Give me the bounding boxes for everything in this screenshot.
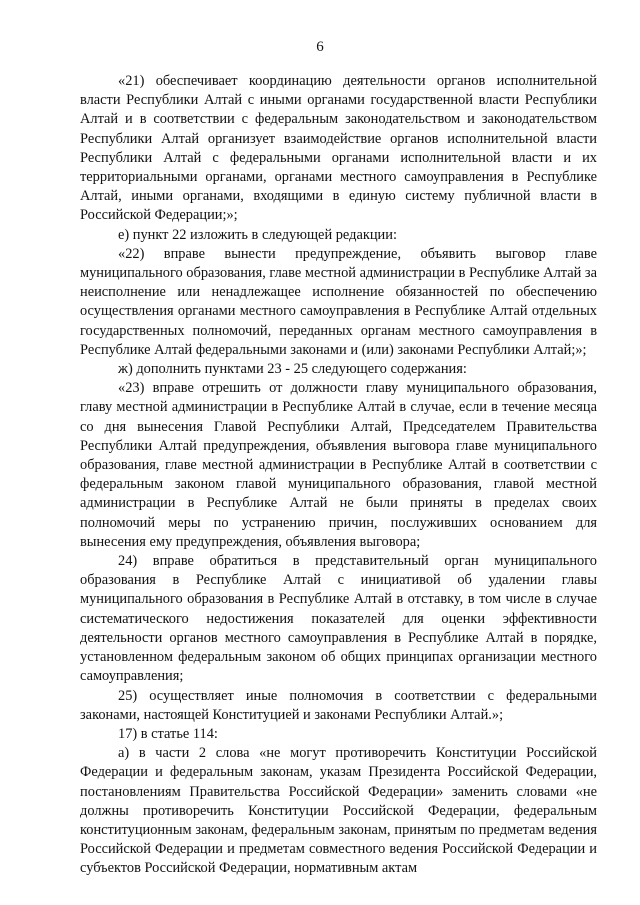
paragraph-item-23: «23) вправе отрешить от должности главу муниципального образования, главу местной администрации в Республике Алтай в случае, если в течение месяца со дня вынесения Главой Республики Алтай, Председателем Правительства Республики Алтай предупреждения, объявления выговора главе муниципального образования, главе местной администрации в Республике Алтай в соответствии с федеральным законом главой муниципального образования, главой местной администрации в Республике Алтай не были приняты в пределах своих полномочий меры по устранению причин, послуживших основанием для вынесения ему предупреждения, объявления выговора; [80,380,597,550]
paragraph-item-21: «21) обеспечивает координацию деятельности органов исполнительной власти Республики Алтай с иными органами государственной власти Республики Алтай и в соответствии с федеральным законодательством и законодательством Республики Алтай организует взаимодействие органов исполнительной власти Республики Алтай с федеральными органами исполнительной власти и их территориальными органами, органами местного самоуправления в Республике Алтай, иными органами, входящими в единую систему публичной власти в Российской Федерации;»; [80,73,597,224]
paragraph-instruction-e: е) пункт 22 изложить в следующей редакции: [118,226,397,243]
paragraph-item-25: 25) осуществляет иные полномочия в соответствии с федеральными законами, настоящей Конституцией и законами Республики Алтай.»; [80,687,597,723]
paragraph-article-114: 17) в статье 114: [118,725,218,742]
paragraph-instruction-zh: ж) дополнить пунктами 23 - 25 следующего содержания: [118,361,467,378]
body-text [80,72,597,879]
paragraph-part-2-amendment: а) в части 2 слова «не могут противоречить Конституции Российской Федерации и федеральным законам, указам Президента Российской Федерации, постановлениям Правительства Российской Федерации» заменить словами «не должны противоречить Конституции Российской Федерации, федеральным конституционным законам, федеральным законам, принятым по предметам ведения Российской Федерации и предметам совместного ведения Российской Федерации и субъектов Российской Федерации, нормативным актам [80,745,597,877]
paragraph-item-22: «22) вправе вынести предупреждение, объявить выговор главе муниципального образования, главе местной администрации в Республике Алтай за неисполнение или ненадлежащее исполнение обязанностей по обеспечению осуществления органами местного самоуправления в Республике Алтай отдельных государственных полномочий, переданных органам местного самоуправления в Республике Алтай федеральными законами и (или) законами Республики Алтай;»; [80,245,597,358]
paragraph-item-24: 24) вправе обратиться в представительный орган муниципального образования в Республике Алтай с инициативой об удалении главы муниципального образования в Республике Алтай в отставку, в том числе в случае систематического недостижения показателей для оценки эффективности деятельности органов местного самоуправления в Республике Алтай в порядке, установленном федеральным законом об общих принципах организации местного самоуправления; [80,553,597,685]
page-number: 6 [316,39,324,55]
